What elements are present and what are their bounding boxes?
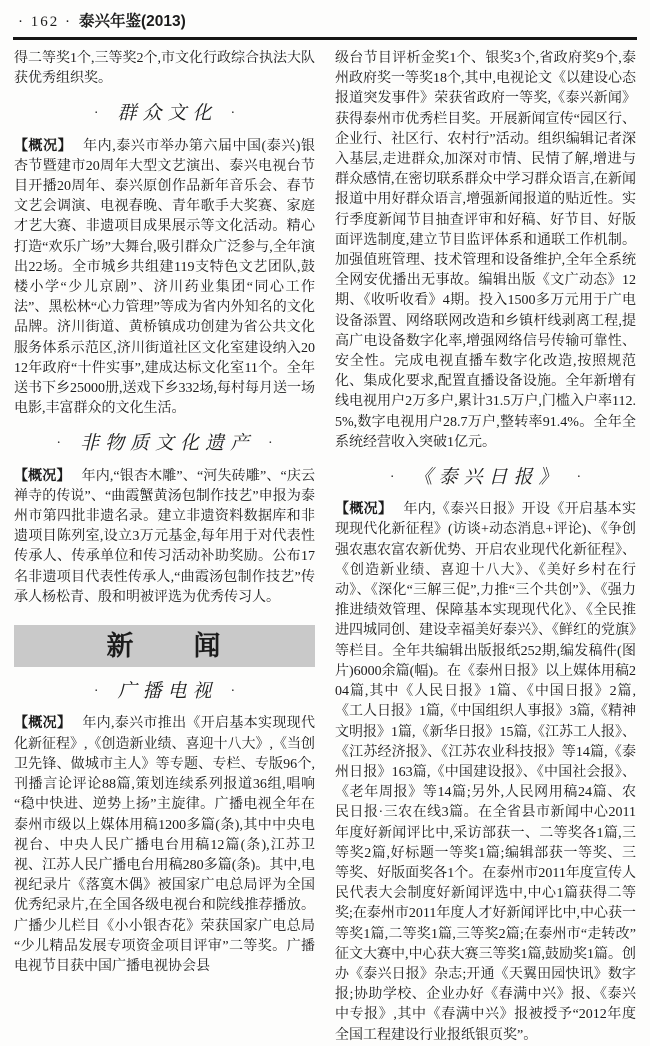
heading-dot-right: · xyxy=(230,106,236,122)
left-column xyxy=(14,49,315,1046)
heading-dot-left: · xyxy=(389,470,395,486)
section-title: 广播电视 xyxy=(117,681,218,703)
paragraph-intangible-heritage xyxy=(14,465,315,608)
heading-dot-right: · xyxy=(230,684,236,700)
heading-dot-right: · xyxy=(268,436,273,452)
paragraph-text: 年内,泰兴市举办第六届中国(泰兴)银杏节暨建市20周年大型文艺演出、泰兴电视台节目开播20周年、泰兴原创作品新年音乐会、春节文艺会调演、电视春晚、青年歌手大奖赛、家庭才艺大赛、非遗项目成果展示等文化活动。精心打造“欢乐广场”大舞台,吸引群众广泛参与,全年演出22场。全市城乡共组建119支特色文艺团队,鼓楼小学“少儿京剧”、济川药业集团“同心工作法”、黑松林“心力管理”等成为省内外知名的文化品牌。济川街道、黄桥镇成功创建为省公共文化服务体系示范区,济川街道社区文化室建设纳入2012年政府“十件实事”,建成达标文化室11个。全年送书下乡25000册,送戏下乡332场,每村每月送一场电影,丰富群众的文化生活。 xyxy=(14,138,316,417)
section-title: 群众文化 xyxy=(117,103,218,125)
section-heading-broadcast-tv xyxy=(14,682,315,702)
heading-dot-left: · xyxy=(93,684,99,700)
overview-label: 【概况】 xyxy=(14,136,73,153)
heading-dot-right: · xyxy=(576,470,582,486)
right-column xyxy=(335,49,636,1046)
overview-label: 【概况】 xyxy=(14,466,71,483)
two-column-layout xyxy=(0,40,650,1046)
overview-label: 【概况】 xyxy=(14,714,72,731)
heading-dot-left: · xyxy=(93,106,99,122)
section-heading-intangible-heritage xyxy=(14,434,315,454)
page-header xyxy=(0,0,650,34)
paragraph-continuation: 级台节目评析金奖1个、银奖3个,省政府奖9个,泰州政府奖一等奖18个,其中,电视论文《以建设心态报道突发事件》荣获省政府一等奖,《泰兴新闻》获得泰州市优秀栏目奖。开展新闻宣传“园区行、企业行、社区行、农村行”活动。组织编辑记者深入基层,走进群众,加深对市情、民情了解,增进与群众感情,在密切联系群众中学习群众语言,在新闻报道中用好群众语言,增强新闻报道的贴近性。实行季度新闻节目抽查评审和好稿、好节目、好版面评选制度,建立节目监评体系和通联工作机制。加强值班管理、技术管理和设备维护,全年全系统全网安优播出无事故。编辑出版《文广动态》12期、《收听收看》4期。投入1500多万元用于广电设备添置、网络联网改造和乡镇杆线剥离工程,提高广电设备数字化率,增强网络信号传输可靠性、安全性。完成电视直播车数字化改造,按照规范化、集成化要求,配置直播设备设施。全年新增有线电视用户2万多户,累计31.5万户,门槛入户率112.5%,数字电视用户28.7万户,整转率91.4%。全年全系统经营收入突破1亿元。 xyxy=(335,51,636,450)
paragraph-mass-culture xyxy=(14,135,315,420)
book-title: 泰兴年鉴(2013) xyxy=(79,13,186,30)
page-number: · 162 · xyxy=(18,14,72,30)
paragraph-taixing-daily xyxy=(335,498,636,1045)
chapter-banner-news: 新 闻 xyxy=(14,625,315,667)
paragraph-text: 年内,《泰兴日报》开设《开启基本实现现代化新征程》(访谈+动态消息+评论)、《争创强农惠农富农新优势、开启农业现代化新征程》、《创造新业绩、喜迎十八大》、《美好乡村在行动》、《深化“三解三促”,力推“三个共创”》、《强力推进绩效管理、保障基本实现现代化》、《全民推进四城同创、建设幸福美好泰兴》、《鲜红的党旗》等栏目。全年共编辑出版报纸252期,编发稿件(图片)6000余篇(幅)。在《泰州日报》以上媒体用稿204篇,其中《人民日报》1篇、《中国日报》2篇,《工人日报》1篇,《中国组织人事报》3篇,《精神文明报》1篇,《新华日报》15篇,《江苏工人报》、《江苏经济报》、《江苏农业科技报》等14篇,《泰州日报》163篇,《中国建设报》、《中国社会报》、《老年周报》等14篇;另外,人民网用稿24篇、农民日报·三农在线3篇。在全省县市新闻中心2011年度好新闻评比中,采访部获一、二等奖各1篇,三等奖2篇,好标题一等奖1篇;编辑部获一等奖、三等奖、好版面奖各1个。在泰州市2011年度宣传人民代表大会制度好新闻评选中,中心1篇获得二等奖;在泰州市2011年度人才好新闻评比中,中心获一等奖1篇,二等奖1篇,三等奖2篇;在泰州市“走转改”征文大赛中,中心获大赛三等奖1篇,鼓励奖1篇。创办《泰兴日报》杂志;开通《天翼田园快讯》数字报;协助学校、企业办好《春满中兴》报、《泰兴中专报》,其中《春满中兴》报被授予“2012年度全国工程建设行业报纸银页奖”。 xyxy=(335,502,637,1043)
section-title: 非物质文化遗产 xyxy=(79,433,255,455)
paragraph-continuation: 得二等奖1个,三等奖2个,市文化行政综合执法大队获优秀组织奖。 xyxy=(14,51,315,87)
heading-dot-left: · xyxy=(56,436,61,452)
paragraph-broadcast-tv xyxy=(14,712,315,977)
paragraph-text: 年内,“银杏木雕”、“河失砖雕”、“庆云禅寺的传说”、“曲霞蟹黄汤包制作技艺”申报为泰州市第四批非遗名录。建立非遗资料数据库和非遗项目陈列室,设立3万元基金,每年用于对代表性传承人、传承单位和传习活动补助奖励。公布17名非遗项目代表性传承人,“曲霞汤包制作技艺”传承人杨松青、殷和明被评选为优秀传习人。 xyxy=(14,468,315,605)
section-heading-taixing-daily xyxy=(335,468,636,488)
section-heading-mass-culture xyxy=(14,104,315,124)
section-title: 《泰兴日报》 xyxy=(413,467,564,489)
paragraph-text: 年内,泰兴市推出《开启基本实现现代化新征程》,《创造新业绩、喜迎十八大》,《当创卫先锋、做城市主人》等专题、专栏、专版96个,刊播言论评论88篇,策划连续系列报道36组,唱响“稳中快进、逆势上扬”主旋律。广播电视全年在泰州市级以上媒体用稿1200多篇(条),其中中央电视台、中央人民广播电台用稿12篇(条),江苏卫视、江苏人民广播电台用稿280多篇(条)。其中,电视纪录片《落寞木偶》被国家广电总局评为全国优秀纪录片,在全国各级电视台和院线推荐播放。广播少儿栏目《小小银杏花》荣获国家广电总局“少儿精品发展专项资金项目评审”二等奖。广播电视节目获中国广播电视协会县 xyxy=(14,716,316,974)
overview-label: 【概况】 xyxy=(335,500,393,517)
